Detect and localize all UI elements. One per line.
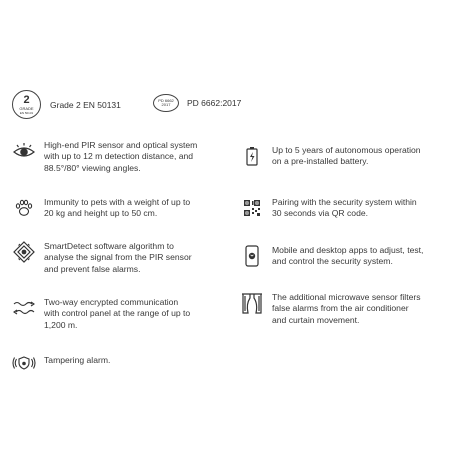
grade-label: Grade 2 EN 50131 bbox=[50, 99, 121, 110]
pd-badge-icon bbox=[153, 94, 179, 112]
chip-icon bbox=[12, 241, 36, 263]
feature-text: Immunity to pets with a weight of up to 20 kg and height up to 50 cm. bbox=[44, 197, 191, 219]
feature-pir-sensor bbox=[12, 140, 227, 174]
feature-battery bbox=[240, 145, 445, 168]
pd-label: PD 6662:2017 bbox=[187, 98, 242, 108]
feature-smartdetect bbox=[12, 241, 227, 275]
grade-badge-text: GRADE bbox=[19, 105, 34, 111]
grade-2-badge-icon bbox=[12, 90, 41, 119]
grade-badge-number: 2 bbox=[23, 93, 30, 106]
feature-text: SmartDetect software algorithm to analyse the signal from the PIR sensor and prevent false alarms. bbox=[44, 241, 192, 274]
pd-badge-line2: 2017 bbox=[161, 102, 171, 107]
grade-certification bbox=[12, 90, 121, 119]
paw-icon bbox=[12, 197, 36, 219]
feature-text: Tampering alarm. bbox=[44, 355, 111, 365]
smartphone-icon bbox=[240, 245, 264, 267]
feature-text: Two-way encrypted communication with control panel at the range of up to 1,200 m. bbox=[44, 297, 191, 330]
feature-text: High-end PIR sensor and optical system with up to 12 m detection distance, and 88.5°/80° viewing angles. bbox=[44, 140, 198, 173]
battery-icon bbox=[240, 145, 264, 167]
eye-icon bbox=[12, 140, 36, 162]
pd-badge-line1: PD 6662 bbox=[158, 98, 174, 103]
grade-badge-standard: EN 50131 bbox=[19, 110, 34, 115]
feature-text: The additional microwave sensor filters false alarms from the air conditioner and curtain movement. bbox=[272, 292, 421, 325]
feature-two-way-communication bbox=[12, 297, 227, 331]
feature-qr-pairing bbox=[240, 197, 445, 220]
tamper-icon bbox=[12, 352, 36, 374]
feature-microwave-filter bbox=[240, 292, 445, 326]
feature-text: Mobile and desktop apps to adjust, test, and control the security system. bbox=[272, 245, 424, 267]
feature-apps bbox=[240, 245, 445, 268]
feature-text: Pairing with the security system within 30 seconds via QR code. bbox=[272, 197, 417, 219]
feature-pet-immunity bbox=[12, 197, 227, 220]
feature-tamper-alarm bbox=[12, 352, 227, 374]
qr-code-icon bbox=[240, 197, 264, 219]
pd-certification bbox=[153, 94, 241, 112]
curtain-icon bbox=[240, 292, 264, 314]
two-way-communication-icon bbox=[12, 297, 36, 319]
feature-text: Up to 5 years of autonomous operation on a pre-installed battery. bbox=[272, 145, 421, 167]
